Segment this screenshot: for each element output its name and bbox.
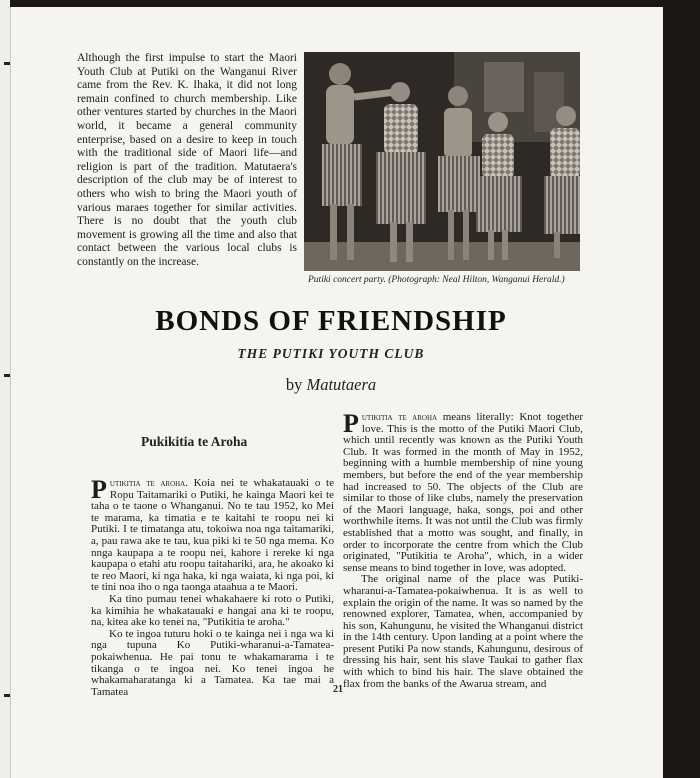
- intro-paragraph: Although the first impulse to start the Maori Youth Club at Putiki on the Wanganui River came from the Rev. K. Ihaka, it did not long remain confined to church membership. Like other ventures started by churches in the Maori world, it became a general community enterprise, based on a desire to keep in touch with the traditional side of Maori life—and religion is part of the tradition. Matutaera's description of the club may be of interest to others who wish to bring the Maori youth of various maraes together for similar activities. There is no doubt that the youth club movement is growing all the time and also that contact between the various local clubs is constantly on the increase.: [77, 52, 297, 268]
- byline: [0, 375, 662, 395]
- maori-text-column: [91, 475, 334, 698]
- drop-cap: P: [91, 475, 107, 504]
- page-number: 21: [333, 684, 343, 695]
- paragraph-text: Koia nei te whakatauaki o te Ropu Taitamariki o Putiki, he kainga Maori kei te taha o te taone o Whanganui. No te tau 1952, ko Mei te marama, ka timatia e te kaitahi te roopu nei ki Putiki. I te timatanga atu, tokoiwa noa nga taitamariki, a, pau rawa ake te tau, kua piki ki te 50 nga mema. Ko nnga kaupapa a te roopu nei, kahore i rereke ki nga kaupapa o etahi atu roopu taitahariki, ara, he akoako ki te reo Maori, ki nga haka, ki nga waiata, ki nga poi, ki te tini noa iho o nga taonga ataahua a te Maori.: [91, 477, 334, 594]
- maori-paragraph: Ka tino pumau tenei whakahaere ki roto o Putiki, ka kimihia he whakatauaki e hangai ana ki te roopu, na, kitea ake ko tenei na, "Putikitia te aroha.": [91, 592, 334, 629]
- maori-section-heading: Pukikitia te Aroha: [141, 434, 248, 449]
- maori-paragraph: [91, 475, 334, 594]
- article-title: BONDS OF FRIENDSHIP: [155, 305, 507, 337]
- lead-in: utikitia te aroha: [361, 412, 438, 423]
- photo-caption: Putiki concert party. (Photograph: Neal Hilton, Wanganui Herald.): [308, 275, 565, 285]
- article-subtitle: THE PUTIKI YOUTH CLUB: [237, 346, 425, 361]
- drop-cap: P: [343, 409, 359, 438]
- english-paragraph: [343, 409, 583, 574]
- concert-party-photo: [304, 52, 580, 271]
- english-paragraph: The original name of the place was Putiki-wharanui-a-Tamatea-pokaiwhenua. It is as well to explain the origin of the name. It was so named by the renowned explorer, Tamatea, when, accompanied by his son, Kahungunu, he visited the Whanganui district in the 14th century. Upon landing at a point where the present Putiki Pa now stands, Kahungunu, desirous of dressing his hair, sent his slave Taukai to gather flax with which to bind his hair. The slave obtained the flax from the banks of the Awarua stream, and: [343, 573, 583, 690]
- author-name: Matutaera: [306, 375, 377, 394]
- concert-party-illustration: [304, 52, 580, 271]
- maori-paragraph: Ko te ingoa tuturu hoki o te kainga nei i nga wa ki nga tupuna Ko Putiki-wharanui-a-Tamatea-pokaiwhenua. He pai tonu te whakamarama i te tikanga o te ingoa nei. Ko tenei ingoa he whakamaharatanga ki a Tamatea. Ka tae mai a Tamatea: [91, 627, 334, 698]
- lead-in: utikitia te aroha.: [109, 478, 188, 489]
- english-text-column: [343, 409, 583, 690]
- paragraph-text: means literally: Knot together love. This is the motto of the Putiki Maori Club, which until recently was known as the Putiki Youth Club. It was formed in the month of May in 1952, beginning with a humble membership of nine young members, but before the end of the year membership had increased to 50. The objects of the Club are similar to those of like clubs, namely the preservation of the Maori language, haka, songs, poi and other worthwhile items. It was not until the Club was firmly established that a motto was sought, and finally, in order to incorporate the centre from which the Club originated, "Putikitia te Aroha", which, in a wider sense means to bind together in love, was adopted.: [343, 411, 583, 574]
- byline-prefix: by: [285, 375, 303, 394]
